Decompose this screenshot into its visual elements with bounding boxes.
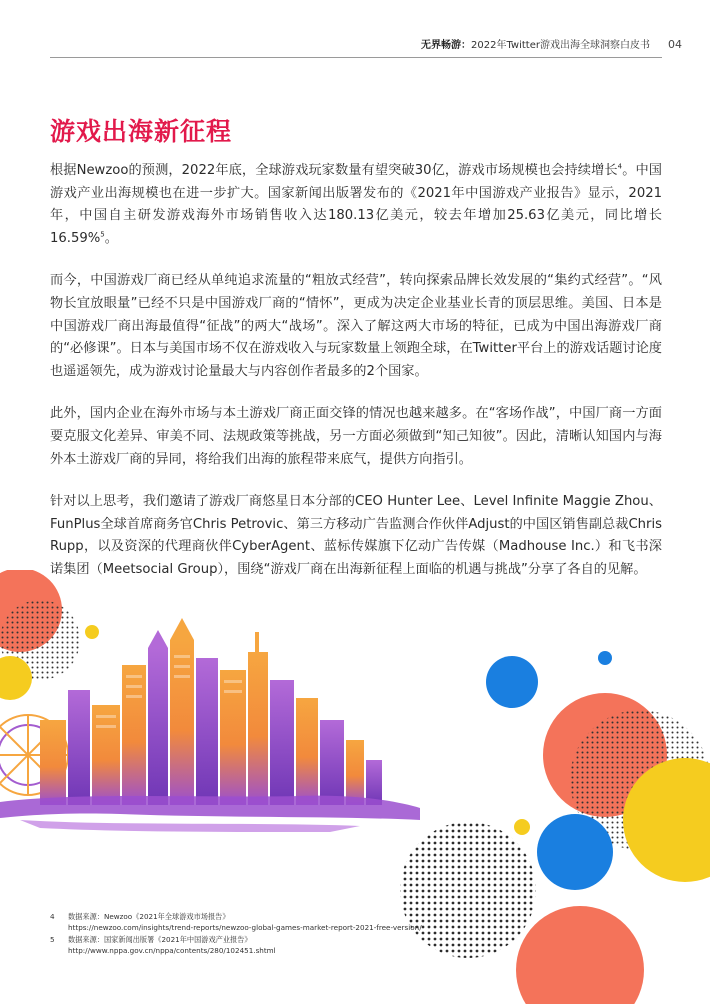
paragraph: 而今，中国游戏厂商已经从单纯追求流量的“粗放式经营”，转向探索品牌长效发展的“集约式经营”。“风物长宜放眼量”已经不只是中国游戏厂商的“情怀”，更成为决定企业基业长青的顶层思维。美国、日本是中国游戏厂商出海最值得“征战”的两大“战场”。深入了解这两大市场的特征，已成为中国出海游戏厂商的“必修课”。日本与美国市场不仅在游戏收入与玩家数量上领跑全球，在Twitter平台上的游戏话题讨论度也遥遥领先，成为游戏讨论量最大与内容创作者最多的2个国家。	[50, 273, 662, 379]
paragraph-text: 。中国游戏产业出海规模也在进一步扩大。国家新闻出版署发布的《2021年中国游戏产业报告》显示，2021年，中国自主研发游戏海外市场销售收入达180.13亿美元，较去年增加25.63亿美元，同比增长16.59%	[50, 163, 662, 246]
footnote-label: 数据来源：Newzoo《2021年全球游戏市场报告》	[68, 912, 230, 921]
header-brand: 无界畅游：	[421, 40, 472, 51]
footnote-number: 5	[50, 934, 55, 944]
footnote-item	[50, 911, 650, 922]
page-number: 04	[668, 38, 682, 51]
footnote-number: 4	[50, 912, 55, 921]
paragraph	[50, 160, 662, 250]
footnote-ref[interactable]: 4	[617, 162, 623, 171]
yellow-dot	[85, 625, 99, 639]
footnote-label: 数据来源：国家新闻出版署《2021年中国游戏产业报告》	[68, 934, 252, 944]
header-title	[421, 36, 650, 51]
footnote-url-row	[50, 922, 650, 933]
paragraph-text: 。	[104, 230, 118, 246]
footnote-link[interactable]: https://newzoo.com/insights/trend-reports/newzoo-global-games-market-report-2021-free-version/	[68, 923, 422, 933]
section-heading: 游戏出海新征程	[50, 117, 233, 146]
paragraph: 此外，国内企业在海外市场与本土游戏厂商正面交锋的情况也越来越多。在“客场作战”，中国厂商一方面要克服文化差异、审美不同、法规政策等挑战，另一方面必须做到“知己知彼”。因此，清晰认知国内与海外本土游戏厂商的异同，将给我们出海的旅程带来底气，提供方向指引。	[50, 406, 662, 467]
footnote-link[interactable]: http://www.nppa.gov.cn/nppa/contents/280/102451.shtml	[68, 946, 276, 956]
running-header	[421, 36, 682, 51]
small-blue-dot	[598, 651, 612, 665]
footnote-url-row	[50, 945, 650, 956]
paragraph: 针对以上思考，我们邀请了游戏厂商悠星日本分部的CEO Hunter Lee、Level Infinite Maggie Zhou、FunPlus全球首席商务官Chris Petrovic、第三方移动广告监测合作伙伴Adjust的中国区销售副总裁Chris Rupp，以及资深的代理商伙伴CyberAgent、蓝标传媒旗下亿动广告传媒（Madhouse Inc.）和飞书深诺集团（Meetsocial Group），围绕“游戏厂商在出海新征程上面临的机遇与挑战”分享了各自的见解。	[50, 494, 662, 577]
footnote-item	[50, 934, 650, 945]
header-subtitle: 2022年Twitter游戏出海全球洞察白皮书	[471, 40, 650, 51]
small-yellow-dot	[514, 819, 530, 835]
paragraph-text: 根据Newzoo的预测，2022年底，全球游戏玩家数量有望突破30亿，游戏市场规模也会持续增长	[50, 163, 618, 178]
body-text	[50, 160, 662, 602]
footnote-ref[interactable]: 5	[100, 230, 105, 239]
blue-circle-mid	[537, 814, 613, 890]
header-divider	[50, 57, 662, 58]
blue-circle	[486, 656, 538, 708]
footnotes	[50, 911, 650, 957]
